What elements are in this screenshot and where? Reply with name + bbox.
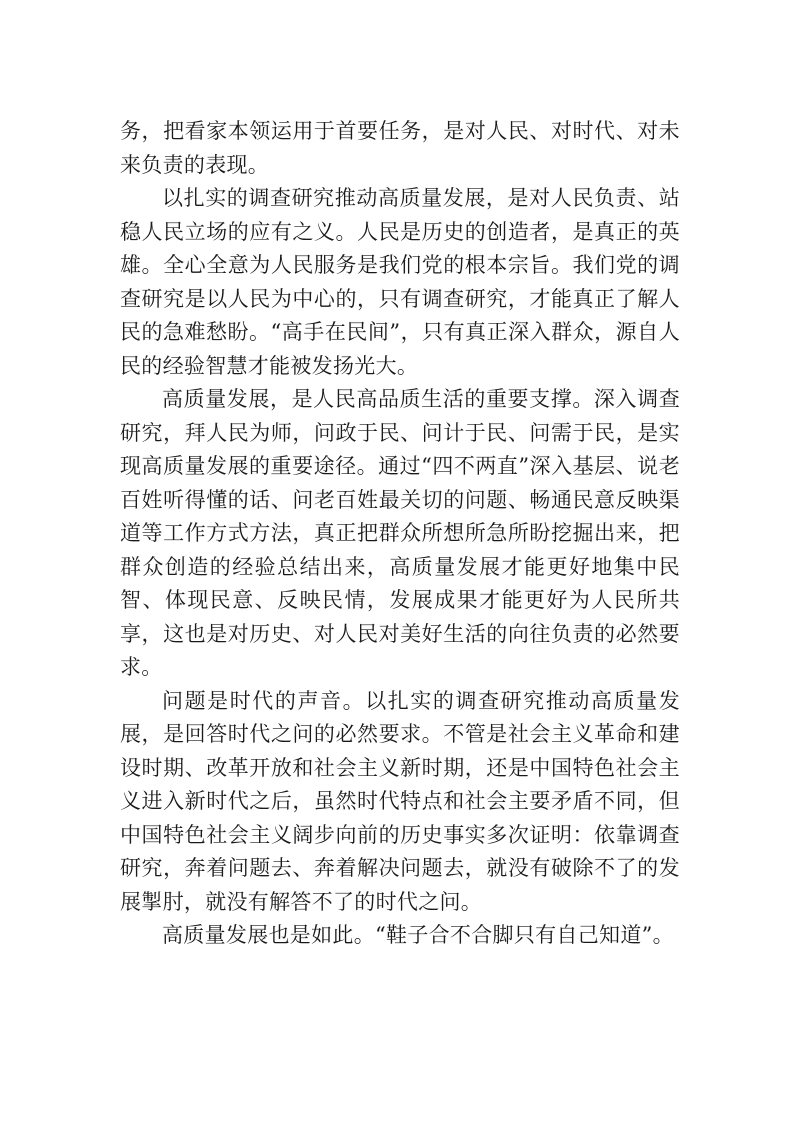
paragraph-questions-of-era: 问题是时代的声音。以扎实的调查研究推动高质量发展，是回答时代之问的必然要求。不管是社会主义革命和建设时期、改革开放和社会主义新时期，还是中国特色社会主义进入新时代之后，虽然时代特点和社会主要矛盾不同，但中国特色社会主义阔步向前的历史事实多次证明：依靠调查研究，奔着问题去、奔着解决问题去，就没有破除不了的发展掣肘，就没有解答不了的时代之问。: [120, 688, 680, 914]
paragraph-investigation-responsibility: 以扎实的调查研究推动高质量发展，是对人民负责、站稳人民立场的应有之义。人民是历史的创造者，是真正的英雄。全心全意为人民服务是我们党的根本宗旨。我们党的调查研究是以人民为中心的，只有调查研究，才能真正了解人民的急难愁盼。“高手在民间”，只有真正深入群众，源自人民的经验智慧才能被发扬光大。: [120, 186, 680, 378]
paragraph-high-quality-development: 高质量发展，是人民高品质生活的重要支撑。深入调查研究，拜人民为师，问政于民、问计于民、问需于民，是实现高质量发展的重要途径。通过“四不两直”深入基层、说老百姓听得懂的话、问老百姓最关切的问题、畅通民意反映渠道等工作方式方法，真正把群众所想所急所盼挖掘出来，把群众创造的经验总结出来，高质量发展才能更好地集中民智、体现民意、反映民情，发展成果才能更好为人民所共享，这也是对历史、对人民对美好生活的向往负责的必然要求。: [120, 387, 680, 679]
paragraph-shoe-fit: 高质量发展也是如此。“鞋子合不合脚只有自己知道”。: [162, 923, 674, 947]
document-body: [120, 115, 680, 953]
paragraph-continued: 务，把看家本领运用于首要任务，是对人民、对时代、对未来负责的表现。: [120, 119, 680, 177]
